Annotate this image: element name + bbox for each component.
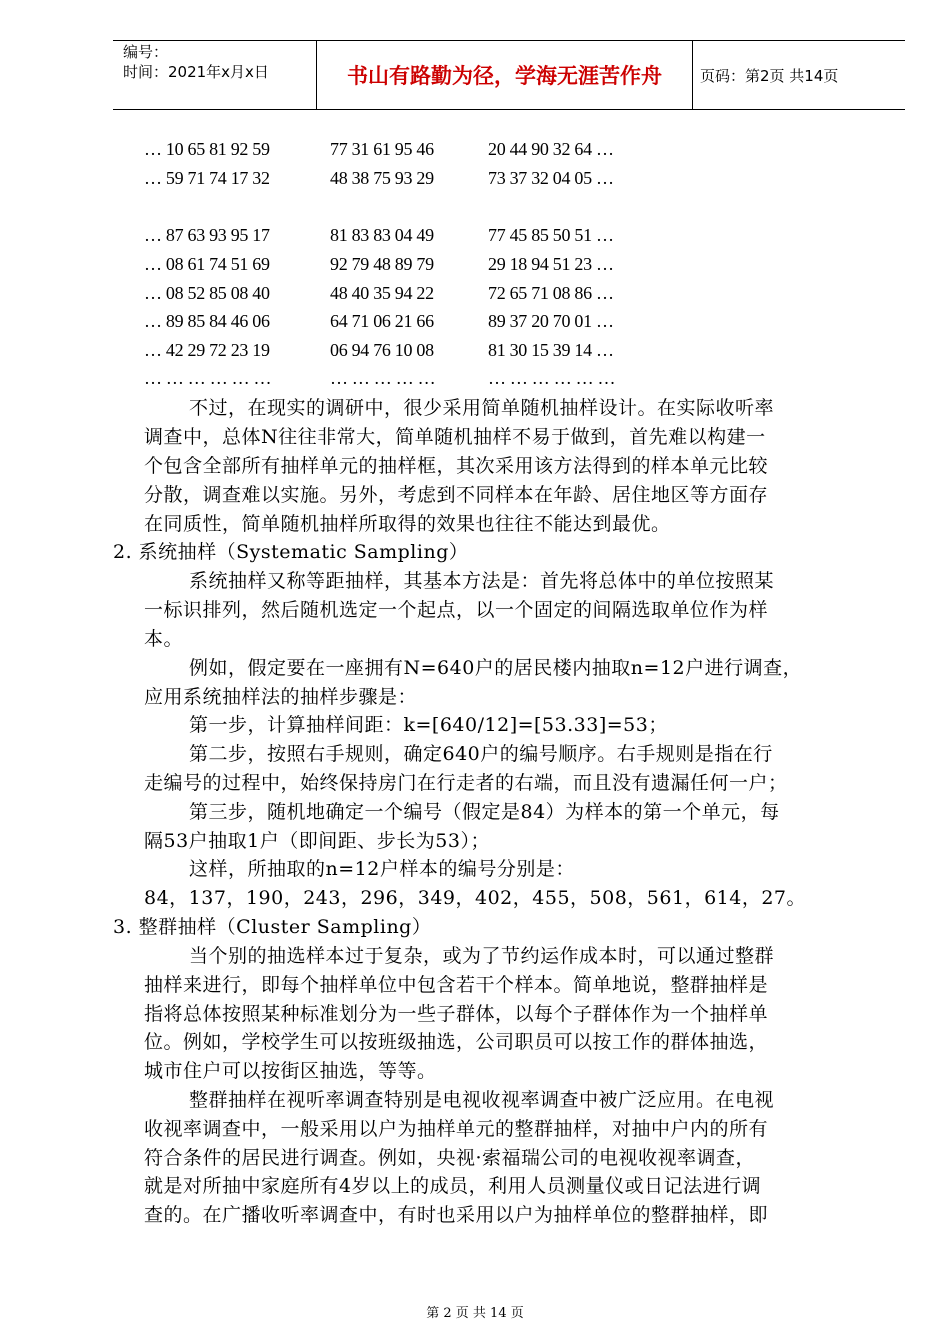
paragraph-line: 隔53户抽取1户（即间距、步长为53）； — [144, 830, 490, 852]
paragraph-line: 这样，所抽取的n=12户样本的编号分别是： — [189, 858, 575, 880]
number-cell: … … … … … … — [144, 368, 272, 388]
paragraph-line: 第二步，按照右手规则，确定640户的编号顺序。右手规则是指在行 — [189, 743, 773, 765]
paragraph-line: 不过，在现实的调研中，很少采用简单随机抽样设计。在实际收听率 — [189, 397, 775, 419]
number-cell: … 08 61 74 51 69 — [144, 254, 270, 274]
paragraph-line: 当个别的抽选样本过于复杂，或为了节约运作成本时，可以通过整群 — [189, 945, 775, 967]
paragraph-line: 就是对所抽中家庭所有4岁以上的成员，利用人员测量仪或日记法进行调 — [144, 1175, 762, 1197]
number-cell: 48 38 75 93 29 — [330, 168, 434, 188]
number-cell: 81 83 83 04 49 — [330, 225, 434, 245]
number-cell: 20 44 90 32 64 … — [488, 139, 614, 159]
number-cell: 64 71 06 21 66 — [330, 311, 434, 331]
number-cell: … … … … … — [330, 368, 436, 388]
number-cell: … … … … … … — [488, 368, 616, 388]
number-cell: 29 18 94 51 23 … — [488, 254, 614, 274]
number-cell: … 42 29 72 23 19 — [144, 340, 270, 360]
number-cell: 77 45 85 50 51 … — [488, 225, 614, 245]
paragraph-line: 个包含全部所有抽样单元的抽样框，其次采用该方法得到的样本单元比较 — [144, 455, 769, 477]
paragraph-line: 本。 — [144, 628, 184, 650]
paragraph-line: 查的。在广播收听率调查中，有时也采用以户为抽样单位的整群抽样，即 — [144, 1204, 769, 1226]
header-number-label: 编号： — [123, 43, 169, 61]
paragraph-line: 例如，假定要在一座拥有N=640户的居民楼内抽取n=12户进行调查， — [189, 657, 803, 679]
header-motto: 书山有路勤为径，学海无涯苦作舟 — [347, 64, 662, 88]
header-page-info: 页码：第2页 共14页 — [700, 66, 839, 85]
paragraph-line: 指将总体按照某种标准划分为一些子群体，以每个子群体作为一个抽样单 — [144, 1003, 769, 1025]
section-heading: 3. 整群抽样（Cluster Sampling） — [113, 916, 432, 938]
paragraph-line: 抽样来进行，即每个抽样单位中包含若干个样本。简单地说，整群抽样是 — [144, 974, 769, 996]
paragraph-line: 符合条件的居民进行调查。例如，央视·索福瑞公司的电视收视率调查， — [144, 1147, 756, 1169]
number-cell: 48 40 35 94 22 — [330, 283, 434, 303]
number-cell: 06 94 76 10 08 — [330, 340, 434, 360]
number-cell: … 87 63 93 95 17 — [144, 225, 270, 245]
paragraph-line: 位。例如，学校学生可以按班级抽选，公司职员可以按工作的群体抽选， — [144, 1031, 769, 1053]
number-cell: … 89 85 84 46 06 — [144, 311, 270, 331]
number-cell: 89 37 20 70 01 … — [488, 311, 614, 331]
paragraph-line: 走编号的过程中，始终保持房门在行走者的右端，而且没有遗漏任何一户； — [144, 772, 788, 794]
header-meta — [113, 41, 316, 109]
page-footer: 第 2 页 共 14 页 — [426, 1306, 524, 1321]
paragraph-line: 分散，调查难以实施。另外，考虑到不同样本在年龄、居住地区等方面存 — [144, 484, 769, 506]
paragraph-line: 调查中，总体N往往非常大，简单随机抽样不易于做到，首先难以构建一 — [144, 426, 766, 448]
page-header — [113, 40, 905, 110]
paragraph-line: 整群抽样在视听率调查特别是电视收视率调查中被广泛应用。在电视 — [189, 1089, 775, 1111]
section-heading: 2. 系统抽样（Systematic Sampling） — [113, 541, 469, 563]
number-cell: … 59 71 74 17 32 — [144, 168, 270, 188]
paragraph-line: 84，137，190，243，296，349，402，455，508，561，614，27。 — [144, 887, 807, 909]
paragraph-line: 收视率调查中，一般采用以户为抽样单元的整群抽样，对抽中户内的所有 — [144, 1118, 769, 1140]
paragraph-line: 城市住户可以按街区抽选，等等。 — [144, 1060, 437, 1082]
number-cell: 92 79 48 89 79 — [330, 254, 434, 274]
paragraph-line: 一标识排列，然后随机选定一个起点，以一个固定的间隔选取单位作为样 — [144, 599, 769, 621]
number-cell: 81 30 15 39 14 … — [488, 340, 614, 360]
number-cell: 73 37 32 04 05 … — [488, 168, 614, 188]
number-cell: … 08 52 85 08 40 — [144, 283, 270, 303]
paragraph-line: 第一步，计算抽样间距：k=[640/12]=[53.33]=53； — [189, 714, 668, 736]
paragraph-line: 应用系统抽样法的抽样步骤是： — [144, 686, 418, 708]
paragraph-line: 在同质性，简单随机抽样所取得的效果也往往不能达到最优。 — [144, 513, 671, 535]
number-cell: 72 65 71 08 86 … — [488, 283, 614, 303]
number-cell: 77 31 61 95 46 — [330, 139, 434, 159]
number-cell: … 10 65 81 92 59 — [144, 139, 270, 159]
paragraph-line: 系统抽样又称等距抽样，其基本方法是：首先将总体中的单位按照某 — [189, 570, 775, 592]
header-motto-cell — [316, 41, 693, 109]
paragraph-line: 第三步，随机地确定一个编号（假定是84）为样本的第一个单元，每 — [189, 801, 780, 823]
header-time-label: 时间：2021年x月x日 — [123, 63, 269, 81]
